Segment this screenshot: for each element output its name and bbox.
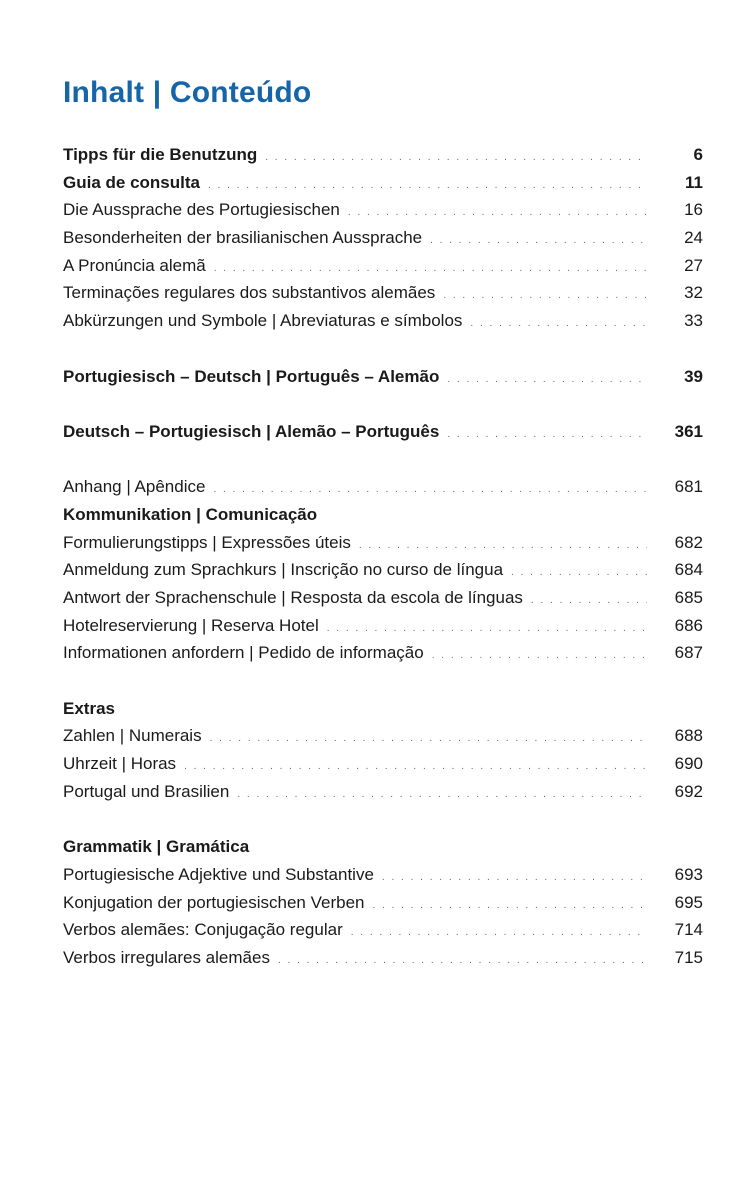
- toc-entry-formulierungstipps[interactable]: [63, 529, 703, 557]
- toc-entry-page: 11: [685, 172, 703, 192]
- dot-leader: [382, 864, 647, 892]
- dot-leader: [430, 227, 647, 255]
- dot-leader: [348, 199, 647, 227]
- toc-entry-page: 24: [684, 228, 703, 248]
- toc-entry-verbos-regular[interactable]: [63, 916, 703, 944]
- dot-leader: [327, 615, 647, 643]
- toc-entry-label: Die Aussprache des Portugiesischen: [63, 200, 340, 220]
- toc-entry-label: Guia de consulta: [63, 172, 200, 192]
- toc-entry-aussprache[interactable]: [63, 196, 703, 224]
- toc-entry-terminacoes[interactable]: [63, 279, 703, 307]
- section-heading-grammatik: Grammatik | Gramática: [63, 837, 250, 857]
- dot-leader: [184, 753, 647, 781]
- toc-entry-hotelreservierung[interactable]: [63, 612, 703, 640]
- toc-entry-label: Verbos irregulares alemães: [63, 947, 270, 967]
- toc-entry-page: 27: [684, 255, 703, 275]
- toc-entry-label: Informationen anfordern | Pedido de informação: [63, 643, 424, 663]
- toc-entry-abkuerzungen[interactable]: [63, 307, 703, 335]
- toc-entry-uhrzeit[interactable]: [63, 750, 703, 778]
- toc-entry-label: Antwort der Sprachenschule | Resposta da escola de línguas: [63, 588, 523, 607]
- dot-leader: [470, 310, 647, 338]
- toc-entry-anhang[interactable]: [63, 473, 703, 501]
- toc-entry-page: 714: [674, 920, 703, 940]
- toc-entry-page: 715: [674, 947, 703, 967]
- dot-leader: [373, 892, 648, 920]
- toc-entry-label: Portugiesisch – Deutsch | Português – Alemão: [63, 366, 440, 386]
- toc-entry-antwort[interactable]: [63, 584, 703, 612]
- dot-leader: [511, 559, 647, 587]
- toc-entry-label: Verbos alemães: Conjugação regular: [63, 920, 343, 940]
- toc-entry-page: 686: [674, 615, 703, 635]
- dot-leader: [265, 144, 647, 172]
- spacer: [63, 667, 703, 695]
- toc-entry-brasilianisch[interactable]: [63, 224, 703, 252]
- toc-entry-label: Anhang | Apêndice: [63, 477, 206, 497]
- spacer: [63, 335, 703, 363]
- toc-entry-label: A Pronúncia alemã: [63, 255, 206, 275]
- toc-entry-page: 688: [674, 726, 703, 746]
- toc-entry-page: 682: [674, 532, 703, 552]
- dot-leader: [359, 532, 647, 560]
- toc-entry-page: 687: [674, 643, 703, 663]
- toc-entry-dict-de-pt[interactable]: [63, 418, 703, 446]
- dot-leader: [447, 366, 647, 394]
- toc-entry-page: 361: [674, 421, 703, 441]
- toc-entry-label: Deutsch – Portugiesisch | Alemão – Português: [63, 421, 440, 441]
- spacer: [63, 446, 703, 474]
- dot-leader: [237, 781, 647, 809]
- toc-entry-label: Konjugation der portugiesischen Verben: [63, 892, 365, 912]
- toc-entry-portugal-brasilien[interactable]: [63, 778, 703, 806]
- toc-entry-konjugation[interactable]: [63, 889, 703, 917]
- dot-leader: [214, 255, 647, 283]
- spacer: [63, 390, 703, 418]
- toc-entry-dict-pt-de[interactable]: [63, 363, 703, 391]
- dot-leader: [208, 172, 647, 200]
- toc-entry-anmeldung[interactable]: [63, 556, 703, 584]
- dot-leader: [278, 947, 647, 975]
- dot-leader: [447, 421, 647, 449]
- toc-entry-page: 690: [674, 754, 703, 774]
- toc-entry-page: 695: [674, 892, 703, 912]
- dot-leader: [443, 282, 647, 310]
- toc-entry-pronuncia[interactable]: [63, 252, 703, 280]
- toc-entry-page: 33: [684, 311, 703, 331]
- dot-leader: [210, 725, 647, 753]
- toc-entry-label: Terminações regulares dos substantivos alemães: [63, 283, 436, 303]
- section-heading-kommunikation: Kommunikation | Comunicação: [63, 504, 318, 524]
- section-heading-extras: Extras: [63, 698, 115, 718]
- toc-entry-label: Abkürzungen und Symbole | Abreviaturas e símbolos: [63, 311, 463, 331]
- dot-leader: [213, 476, 647, 504]
- toc-entry-label: Tipps für die Benutzung: [63, 145, 258, 164]
- toc-entry-label: Besonderheiten der brasilianischen Aussprache: [63, 228, 423, 248]
- table-of-contents: [63, 141, 703, 972]
- toc-entry-page: 692: [674, 781, 703, 801]
- toc-entry-label: Portugiesische Adjektive und Substantive: [63, 864, 374, 884]
- toc-entry-verbos-irregulares[interactable]: [63, 944, 703, 972]
- toc-entry-page: 693: [674, 864, 703, 884]
- toc-entry-page: 39: [684, 366, 703, 386]
- spacer: [63, 806, 703, 834]
- toc-entry-page: 32: [684, 283, 703, 303]
- page-title: Inhalt | Conteúdo: [63, 76, 312, 109]
- toc-entry-adjektive[interactable]: [63, 861, 703, 889]
- toc-entry-label: Portugal und Brasilien: [63, 781, 230, 801]
- toc-entry-label: Anmeldung zum Sprachkurs | Inscrição no curso de língua: [63, 560, 504, 580]
- toc-entry-zahlen[interactable]: [63, 722, 703, 750]
- toc-entry-page: 16: [684, 200, 703, 220]
- dot-leader: [351, 919, 647, 947]
- toc-entry-page: 681: [674, 477, 703, 497]
- toc-entry-page: 685: [674, 588, 703, 607]
- toc-entry-label: Zahlen | Numerais: [63, 726, 202, 746]
- toc-entry-label: Uhrzeit | Horas: [63, 754, 177, 774]
- toc-entry-informationen[interactable]: [63, 639, 703, 667]
- dot-leader: [531, 587, 647, 615]
- toc-entry-label: Hotelreservierung | Reserva Hotel: [63, 615, 319, 635]
- toc-entry-tipps[interactable]: [63, 141, 703, 169]
- toc-entry-guia[interactable]: [63, 169, 703, 197]
- toc-entry-page: 684: [674, 560, 703, 580]
- dot-leader: [432, 642, 647, 670]
- toc-entry-label: Formulierungstipps | Expressões úteis: [63, 532, 351, 552]
- toc-entry-page: 6: [693, 145, 703, 164]
